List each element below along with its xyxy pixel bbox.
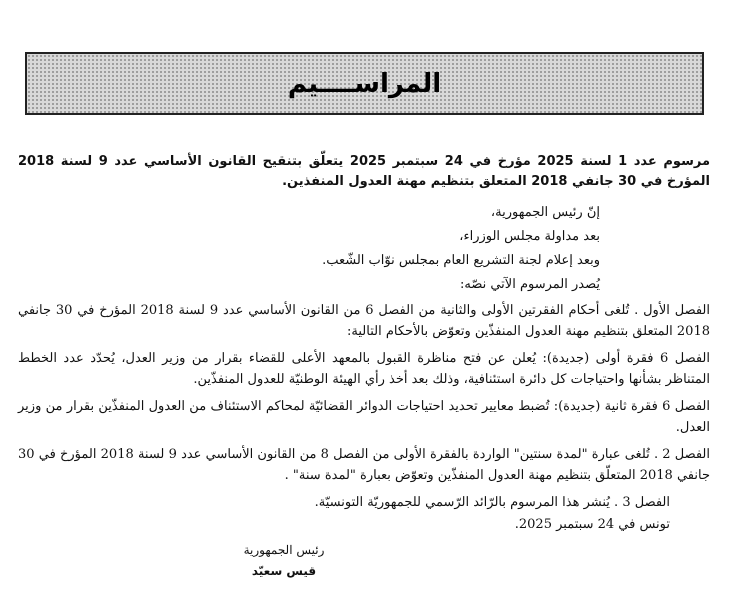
- signature-title: رئيس الجمهورية: [243, 543, 325, 557]
- article-paragraph: الفصل 6 فقرة أولى (جديدة): يُعلن عن فتح مناظرة القبول بالمعهد الأعلى للقضاء بقرار من وزير العدل، يُحدّد عدد الخطط المتناظر بشأنها واحتياجات كل دائرة استئنافية، وذلك بعد أخذ رأي الهيئة الوطنيّة للعدول المنفذّين.: [18, 351, 710, 387]
- article-paragraph: الفصل 6 فقرة ثانية (جديدة): تُضبط معايير تحديد احتياجات الدوائر القضائيّة لمحاكم الاستئناف من العدول المنفذّين بقرار من وزير العدل.: [18, 399, 710, 435]
- decree-content: [18, 152, 710, 536]
- signature-block: [224, 540, 344, 582]
- section-title: المراســــيم: [287, 68, 442, 99]
- article-paragraph: الفصل 2 . تُلغى عبارة "لمدة سنتين" الواردة بالفقرة الأولى من الفصل 8 من القانون الأساسي عدد 9 لسنة 2018 المؤرخ في 30 جانفي 2018 المتعلّق بتنظيم مهنة العدول المنفذّين وتعوّض بعبارة "لمدة سنة" .: [18, 447, 711, 483]
- preamble-line: إنّ رئيس الجمهورية،: [490, 205, 600, 220]
- article-paragraph: الفصل الأول . تُلغى أحكام الفقرتين الأولى والثانية من الفصل 6 من القانون الأساسي عدد 9 لسنة 2018 المؤرخ في 30 جانفي 2018 المتعلق بتنظيم مهنة العدول المنفذّين وتعوّض بالأحكام التالية:: [18, 303, 710, 339]
- section-banner: [25, 52, 704, 115]
- preamble-line: وبعد إعلام لجنة التشريع العام بمجلس نوّاب الشّعب.: [322, 253, 600, 268]
- article-3: الفصل 3 . يُنشر هذا المرسوم بالرّائد الرّسمي للجمهوريّة التونسيّة.: [314, 495, 670, 510]
- issue-line: يُصدر المرسوم الآتي نصّه:: [459, 277, 600, 292]
- decree-heading: مرسوم عدد 1 لسنة 2025 مؤرخ في 24 سبتمبر 2025 يتعلّق بتنقيح القانون الأساسي عدد 9 لسنة 2018 المؤرخ في 30 جانفي 2018 المتعلق بتنظيم مهنة العدول المنفذين.: [18, 154, 710, 189]
- preamble-line: بعد مداولة مجلس الوزراء،: [459, 229, 600, 244]
- place-date: تونس في 24 سبتمبر 2025.: [514, 517, 670, 532]
- signature-name: قيس سعيّد: [251, 564, 317, 578]
